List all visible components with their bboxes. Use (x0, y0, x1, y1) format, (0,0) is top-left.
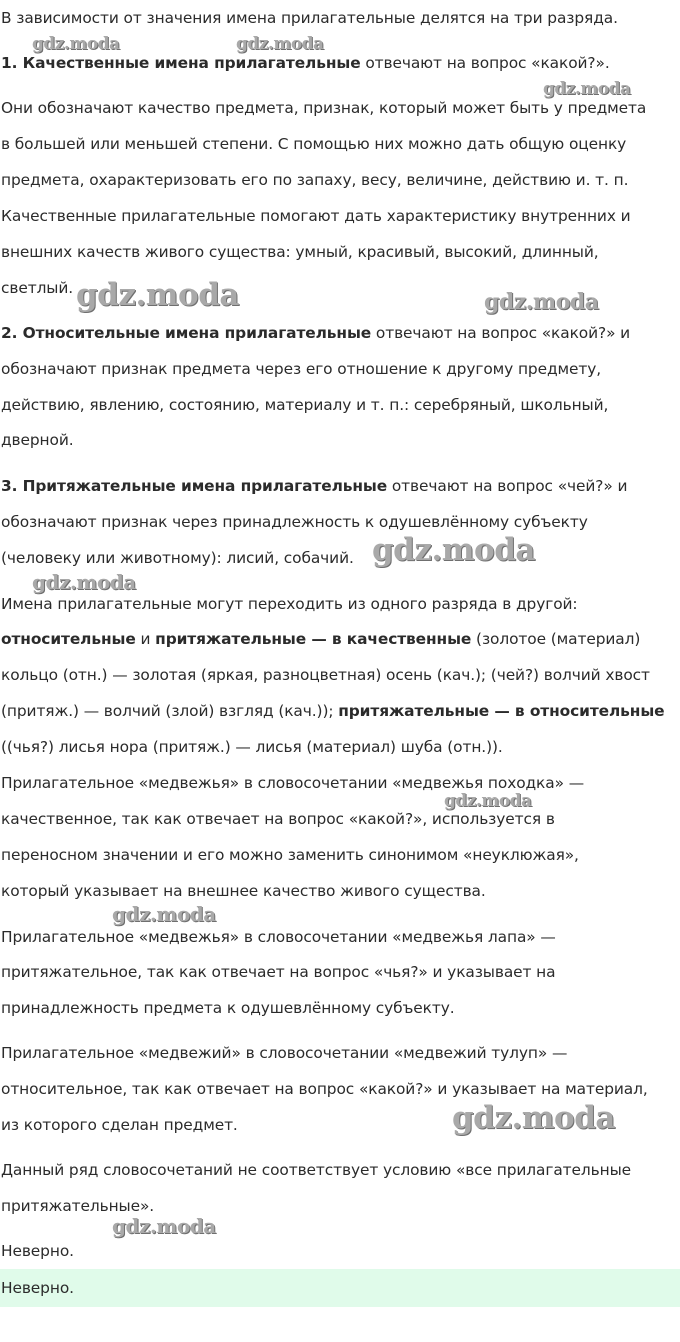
category-2-line: дверной. (1, 431, 74, 449)
category-1-line: в большей или меньшей степени. С помощью них можно дать общую оценку (1, 135, 627, 153)
category-3-line: (человеку или животному): лисий, собачий. (1, 549, 354, 567)
transition-line (1, 628, 679, 650)
category-2-question: отвечают на вопрос «какой?» и (371, 324, 631, 342)
category-3-heading (1, 475, 679, 497)
category-1-line: светлый. (1, 279, 74, 297)
intro-text: В зависимости от значения имена прилагательные делятся на три разряда. (1, 9, 618, 27)
analysis-3-line: Прилагательное «медвежий» в словосочетании «медвежий тулуп» — (1, 1044, 568, 1062)
analysis-1-line: качественное, так как отвечает на вопрос «какой?», используется в (1, 810, 555, 828)
watermark: gdz.moda (112, 1214, 216, 1238)
transition-line: ((чья?) лисья нора (притяж.) — лисья (материал) шуба (отн.)). (1, 738, 503, 756)
category-2-line: действию, явлению, состоянию, материалу и т. п.: серебряный, школьный, (1, 396, 609, 414)
transition-line: Имена прилагательные могут переходить из одного разряда в другой: (1, 595, 578, 613)
analysis-3-line: относительное, так как отвечает на вопрос «какой?» и указывает на материал, (1, 1080, 648, 1098)
transition-text: и (135, 630, 156, 648)
analysis-2-line: принадлежность предмета к одушевлённому субъекту. (1, 999, 455, 1017)
category-1-question: отвечают на вопрос «какой?». (360, 54, 610, 72)
conclusion-line: притяжательные». (1, 1197, 155, 1215)
watermark: gdz.moda (236, 34, 324, 54)
category-3-title: 3. Притяжательные имена прилагательные (1, 477, 388, 495)
analysis-3-line: из которого сделан предмет. (1, 1116, 238, 1134)
transition-text: (притяж.) — волчий (злой) взгляд (кач.)); (1, 702, 339, 720)
answer-label: Неверно. (1, 1279, 74, 1297)
transition-bold: относительные (1, 630, 136, 648)
category-1-line: Они обозначают качество предмета, признак, который может быть у предмета (1, 99, 647, 117)
category-3-question: отвечают на вопрос «чей?» и (387, 477, 628, 495)
watermark: gdz.moda (76, 277, 239, 313)
watermark: gdz.moda (543, 79, 631, 99)
category-2-heading (1, 322, 679, 344)
watermark: gdz.moda (372, 532, 535, 568)
watermark: gdz.moda (484, 289, 599, 315)
transition-bold: притяжательные — в качественные (155, 630, 472, 648)
category-1-line: предмета, охарактеризовать его по запаху, весу, величине, действию и. т. п. (1, 171, 629, 189)
watermark: gdz.moda (112, 902, 216, 926)
transition-bold: притяжательные — в относительные (338, 702, 665, 720)
transition-text: (золотое (материал) (471, 630, 641, 648)
verdict-text: Неверно. (1, 1242, 74, 1260)
watermark: gdz.moda (444, 791, 532, 811)
category-1-title: 1. Качественные имена прилагательные (1, 54, 361, 72)
analysis-2-line: Прилагательное «медвежья» в словосочетании «медвежья лапа» — (1, 928, 556, 946)
category-1-heading (1, 52, 679, 74)
transition-line (1, 700, 679, 722)
analysis-1-line: Прилагательное «медвежья» в словосочетании «медвежья походка» — (1, 774, 584, 792)
watermark: gdz.moda (32, 34, 120, 54)
category-2-title: 2. Относительные имена прилагательные (1, 324, 372, 342)
watermark: gdz.moda (452, 1100, 615, 1136)
analysis-1-line: который указывает на внешнее качество живого существа. (1, 882, 486, 900)
analysis-2-line: притяжательное, так как отвечает на вопрос «чья?» и указывает на (1, 963, 556, 981)
watermark: gdz.moda (32, 570, 136, 594)
category-2-line: обозначают признак предмета через его отношение к другому предмету, (1, 360, 602, 378)
transition-line: кольцо (отн.) — золотая (яркая, разноцветная) осень (кач.); (чей?) волчий хвост (1, 666, 650, 684)
category-1-line: Качественные прилагательные помогают дать характеристику внутренних и (1, 207, 631, 225)
category-1-line: внешних качеств живого существа: умный, красивый, высокий, длинный, (1, 243, 599, 261)
analysis-1-line: переносном значении и его можно заменить синонимом «неуклюжая», (1, 846, 579, 864)
conclusion-line: Данный ряд словосочетаний не соответствует условию «все прилагательные (1, 1161, 632, 1179)
category-3-line: обозначают признак через принадлежность к одушевлённому субъекту (1, 513, 588, 531)
